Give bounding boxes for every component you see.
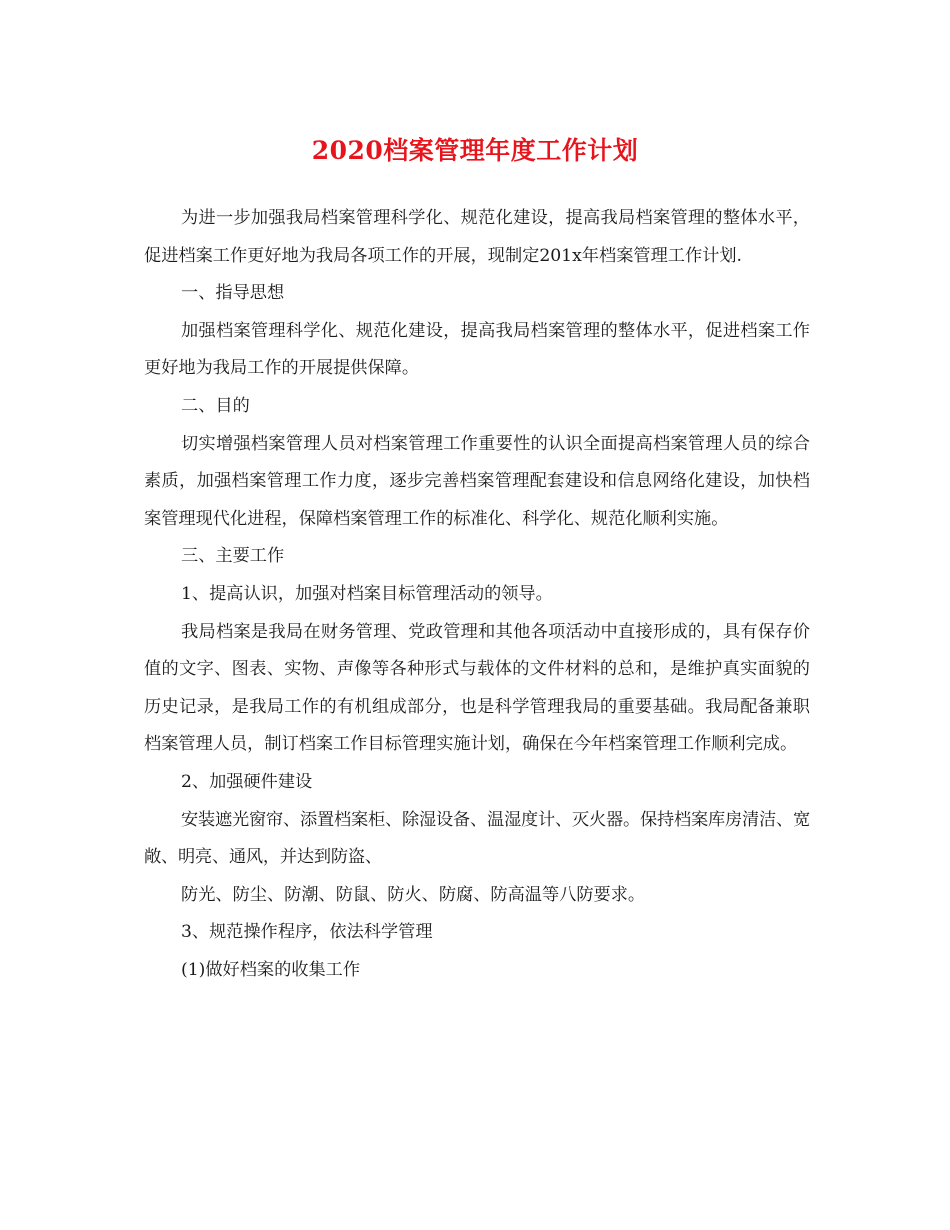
document-title: 2020档案管理年度工作计划 — [311, 136, 639, 165]
purpose-paragraph: 切实增强档案管理人员对档案管理工作重要性的认识全面提高档案管理人员的综合素质，加强档案管理工作力度，逐步完善档案管理配套建设和信息网络化建设，加快档案管理现代化进程，保障档案管理工作的标准化、科学化、规范化顺利实施。 — [144, 433, 810, 529]
guiding-thought-paragraph: 加强档案管理科学化、规范化建设，提高我局档案管理的整体水平，促进档案工作更好地为我局工作的开展提供保障。 — [144, 320, 810, 379]
hardware-paragraph: 安装遮光窗帘、添置档案柜、除湿设备、温湿度计、灭火器。保持档案库房清洁、宽敞、明亮、通风，并达到防盗、 — [144, 809, 810, 868]
item-heading-raise-awareness: 1、提高认识，加强对档案目标管理活动的领导。 — [181, 583, 553, 604]
document-body — [144, 200, 810, 989]
subitem-heading-collection: (1)做好档案的收集工作 — [181, 959, 361, 980]
section-heading-guiding-thought: 一、指导思想 — [181, 283, 285, 304]
item-heading-standardize-procedures: 3、规范操作程序，依法科学管理 — [181, 922, 433, 943]
hardware-requirements-paragraph: 防光、防尘、防潮、防鼠、防火、防腐、防高温等八防要求。 — [181, 884, 646, 905]
item-heading-hardware: 2、加强硬件建设 — [181, 771, 313, 792]
section-heading-purpose: 二、目的 — [181, 395, 250, 416]
intro-paragraph: 为进一步加强我局档案管理科学化、规范化建设，提高我局档案管理的整体水平，促进档案工作更好地为我局各项工作的开展，现制定201x年档案管理工作计划. — [144, 208, 810, 266]
section-heading-main-work: 三、主要工作 — [181, 546, 285, 567]
raise-awareness-paragraph: 我局档案是我局在财务管理、党政管理和其他各项活动中直接形成的，具有保存价值的文字、图表、实物、声像等各种形式与载体的文件材料的总和，是维护真实面貌的历史记录，是我局工作的有机组成部分，也是科学管理我局的重要基础。我局配备兼职档案管理人员，制订档案工作目标管理实施计划，确保在今年档案管理工作顺利完成。 — [144, 621, 810, 755]
